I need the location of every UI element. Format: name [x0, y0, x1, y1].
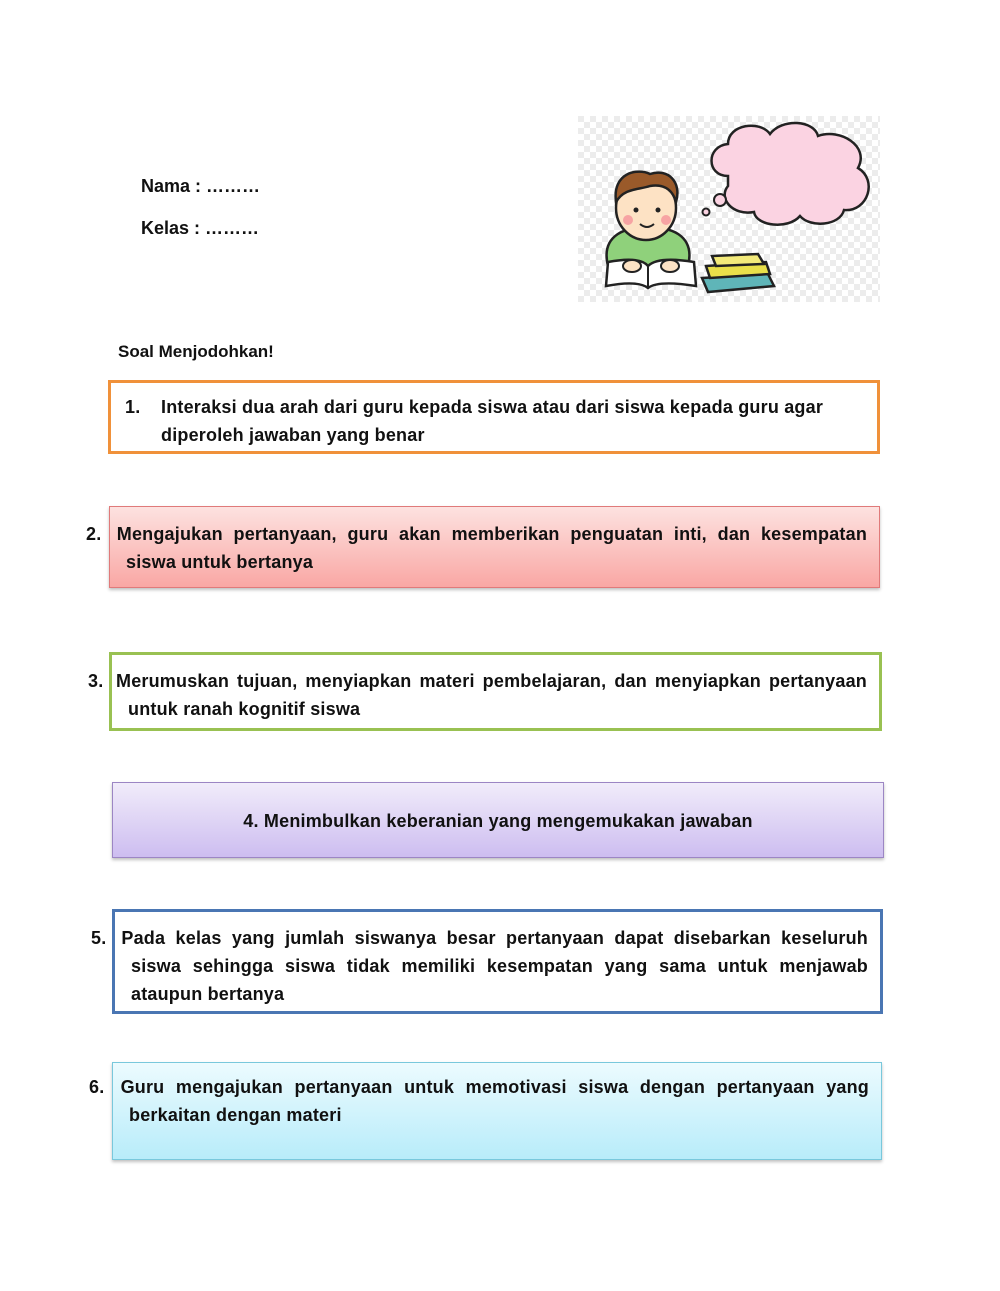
nama-field: Nama : ……… — [141, 176, 261, 196]
question-card-3: 3. Merumuskan tujuan, menyiapkan materi pembelajaran, dan menyiapkan pertanyaan untuk ranah kognitif siswa — [109, 652, 882, 731]
question-card-6: 6. Guru mengajukan pertanyaan untuk memotivasi siswa dengan pertanyaan yang berkaitan dengan materi — [112, 1062, 882, 1160]
question-card-4 — [112, 782, 884, 858]
question-number: 4. — [243, 811, 259, 831]
question-text: Pada kelas yang jumlah siswanya besar pertanyaan dapat disebarkan keseluruh siswa sehingga siswa tidak memiliki kesempatan yang sama untuk menjawab ataupun bertanya — [121, 928, 868, 1004]
question-card-2: 2. Mengajukan pertanyaan, guru akan memberikan penguatan inti, dan kesempatan siswa untuk bertanya — [109, 506, 880, 588]
question-text: Mengajukan pertanyaan, guru akan memberikan penguatan inti, dan kesempatan siswa untuk bertanya — [116, 524, 868, 572]
question-text: Interaksi dua arah dari guru kepada siswa atau dari siswa kepada guru agar diperoleh jawaban yang benar — [161, 397, 824, 445]
question-text: Menimbulkan keberanian yang mengemukakan jawaban — [263, 811, 753, 831]
question-card-1 — [108, 380, 880, 454]
question-text: Guru mengajukan pertanyaan untuk memotivasi siswa dengan pertanyaan yang berkaitan dengan materi — [120, 1077, 870, 1125]
question-card-5: 5. Pada kelas yang jumlah siswanya besar pertanyaan dapat disebarkan keseluruh siswa sehingga siswa tidak memiliki kesempatan yang sama untuk menjawab ataupun bertanya — [112, 909, 883, 1014]
student-reading-icon — [578, 116, 880, 302]
question-text: Merumuskan tujuan, menyiapkan materi pembelajaran, dan menyiapkan pertanyaan untuk ranah kognitif siswa — [116, 671, 867, 719]
question-number: 1. — [125, 397, 141, 417]
kelas-field: Kelas : ……… — [141, 218, 260, 238]
section-heading: Soal Menjodohkan! — [118, 342, 274, 361]
